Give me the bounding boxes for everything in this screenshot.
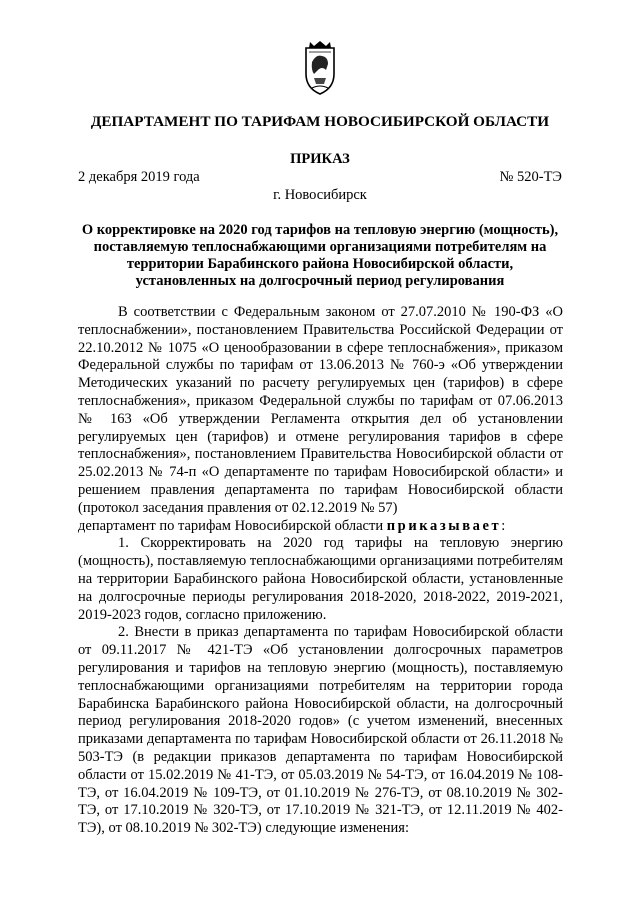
order-body: [78, 304, 563, 838]
order-subject: О корректировке на 2020 год тарифов на тепловую энергию (мощность), поставляемую теплоснабжающими организациями потребителям на территории Барабинского района Новосибирской области, установленных на долгосрочный период регулирования: [81, 222, 559, 289]
preamble-paragraph: В соответствии с Федеральным законом от 27.07.2010 № 190-ФЗ «О теплоснабжении», постановлением Правительства Российской Федерации от 22.10.2012 № 1075 «О ценообразовании в сфере теплоснабжения», приказом Федеральной службы по тарифам от 13.06.2013 № 760-э «Об утверждении Методических указаний по расчету регулируемых цен (тарифов) в сфере теплоснабжения», приказом Федеральной службы по тарифам от 07.06.2013 № 163 «Об утверждении Регламента открытия дел об установлении регулируемых цен (тарифов) и отмене регулирования тарифов в сфере теплоснабжения», постановлением Правительства Новосибирской области от 25.02.2013 № 74-п «О департаменте по тарифам Новосибирской области» и решением правления департамента по тарифам Новосибирской области (протокол заседания правления от 02.12.2019 № 57): [78, 304, 563, 516]
order-number: № 520-ТЭ: [499, 169, 562, 185]
novosibirsk-region-coat-of-arms-icon: [300, 40, 340, 96]
orders-word: приказывает: [386, 517, 502, 534]
item-1-paragraph: 1. Скорректировать на 2020 год тарифы на тепловую энергию (мощность), поставляемую теплоснабжающими организациями потребителям на территории Барабинского района Новосибирской области, установленные на долгосрочные периоды регулирования 2018-2020, 2018-2022, 2019-2021, 2019-2023 годов, согласно приложению.: [78, 535, 564, 623]
department-name: ДЕПАРТАМЕНТ ПО ТАРИФАМ НОВОСИБИРСКОЙ ОБЛАСТИ: [90, 113, 550, 130]
order-title: ПРИКАЗ: [290, 151, 350, 167]
item-2-paragraph: 2. Внести в приказ департамента по тарифам Новосибирской области от 09.11.2017 № 421-ТЭ «Об установлении долгосрочных параметров регулирования и тарифов на тепловую энергию (мощность), поставляемую теплоснабжающими организациями потребителям на территории города Барабинска Барабинского района Новосибирской области, на долгосрочный период регулирования 2018-2020 годов» (с учетом изменений, внесенных приказами департамента по тарифам Новосибирской области от 26.11.2018 № 503-ТЭ (в редакции приказов департамента по тарифам Новосибирской области от 15.02.2019 № 41-ТЭ, от 05.03.2019 № 54-ТЭ, от 16.04.2019 № 108-ТЭ, от 16.04.2019 № 109-ТЭ, от 01.10.2019 № 276-ТЭ, от 08.10.2019 № 302-ТЭ, от 17.10.2019 № 320-ТЭ, от 17.10.2019 № 321-ТЭ, от 12.11.2019 № 402-ТЭ), от 08.10.2019 № 302-ТЭ) следующие изменения:: [78, 624, 563, 837]
orders-intro: департамент по тарифам Новосибирской области: [78, 517, 384, 534]
order-city: г. Новосибирск: [273, 187, 367, 203]
orders-colon: :: [501, 517, 506, 534]
orders-line: [78, 518, 563, 536]
order-date: 2 декабря 2019 года: [78, 169, 200, 185]
